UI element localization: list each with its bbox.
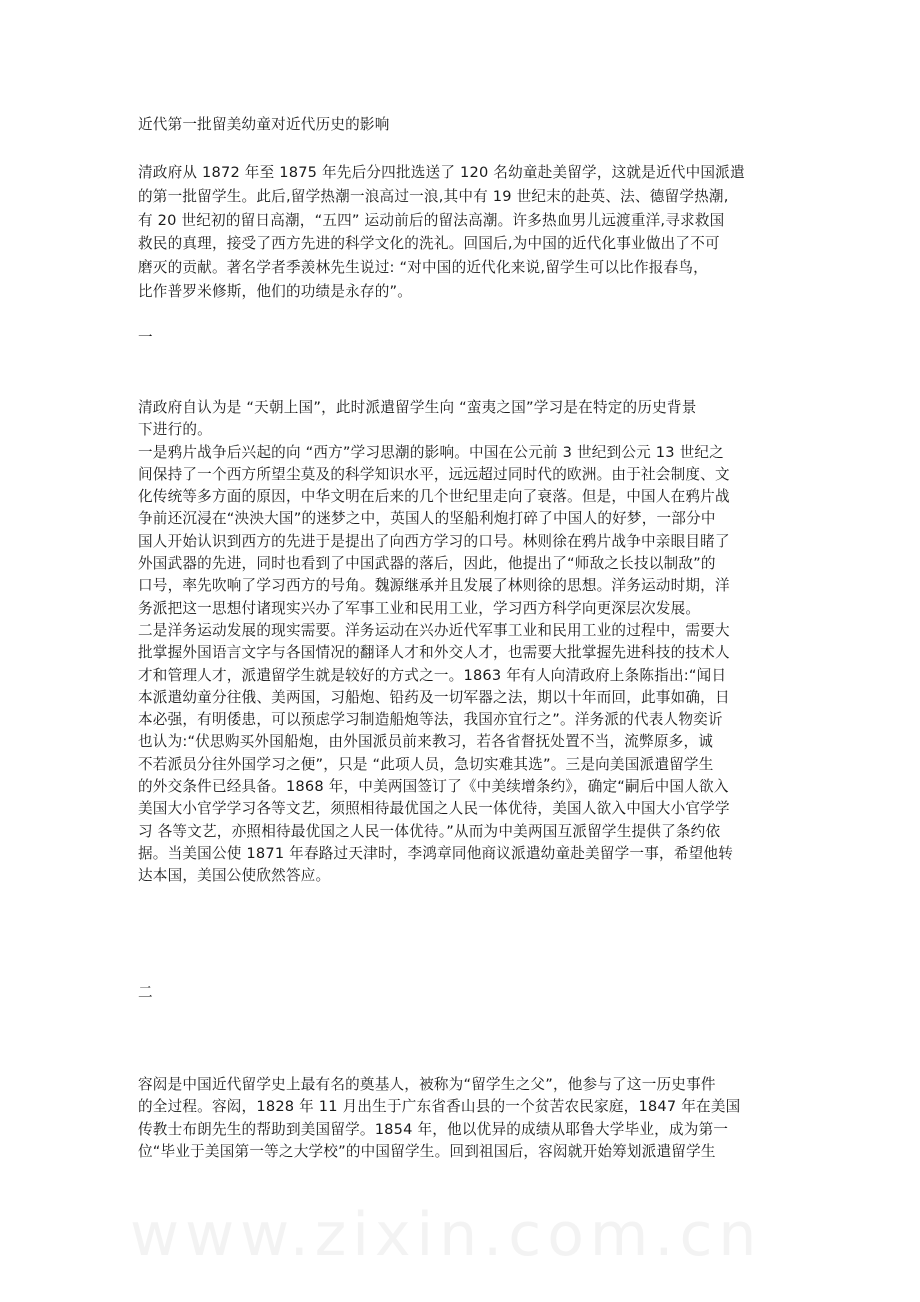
text-line: 的第一批留学生。此后,留学热潮一浪高过一浪,其中有 19 世纪末的赴英、法、德留学热潮, xyxy=(138,187,729,205)
text-line: 不若派员分往外国学习之便”，只是 “此项人员，急切实难其选”。三是向美国派遣留学生 xyxy=(138,755,714,773)
text-line: 间保持了一个西方所望尘莫及的科学知识水平，远远超过同时代的欧洲。由于社会制度、文 xyxy=(138,465,730,483)
text-line: 传教士布朗先生的帮助到美国留学。1854 年，他以优异的成绩从耶鲁大学毕业，成为第一 xyxy=(138,1120,729,1138)
text-line: 容闳是中国近代留学史上最有名的奠基人，被称为“留学生之父”，他参与了这一历史事件 xyxy=(138,1076,716,1093)
text-line: 达本国，美国公使欣然答应。 xyxy=(138,867,331,885)
text-line: 下进行的。 xyxy=(138,421,212,439)
text-line: 口号，率先吹响了学习西方的号角。魏源继承并且发展了林则徐的思想。洋务运动时期，洋 xyxy=(138,577,730,595)
section-1-heading xyxy=(138,327,788,349)
text-line: 国人开始认识到西方的先进于是提出了向西方学习的口号。林则徐在鸦片战争中亲眼目睹了 xyxy=(138,532,730,550)
text-line: 据。当美国公使 1871 年春路过天津时，李鸿章同他商议派遣幼童赴美留学一事，希望他转 xyxy=(138,844,733,862)
title-text: 近代第一批留美幼童对近代历史的影响 xyxy=(138,116,390,133)
document-title xyxy=(138,114,788,136)
heading-text: 二 xyxy=(138,984,153,1001)
heading-text: 一 xyxy=(138,329,153,346)
text-line: 有 20 世纪初的留日高潮，“五四” 运动前后的留法高潮。许多热血男儿远渡重洋,寻求救国 xyxy=(138,211,725,229)
text-line: 争前还沉浸在“泱泱大国”的迷梦之中，英国人的坚船利炮打碎了中国人的好梦，一部分中 xyxy=(138,510,716,528)
watermark: www.zixin.com.cn xyxy=(130,1200,763,1270)
text-line: 的全过程。容闳，1828 年 11 月出生于广东省香山县的一个贫苦农民家庭，1847 年在美国 xyxy=(138,1098,741,1116)
intro-paragraph xyxy=(138,161,788,304)
text-line: 位“毕业于美国第一等之大学校”的中国留学生。回到祖国后，容闳就开始筹划派遣留学生 xyxy=(138,1142,716,1160)
text-line: 磨灭的贡献。著名学者季羡林先生说过: “对中国的近代化来说,留学生可以比作报春鸟， xyxy=(138,259,708,277)
text-line: 外国武器的先进，同时也看到了中国武器的落后，因此，他提出了“师敌之长技以制敌”的 xyxy=(138,555,716,573)
section-2-heading xyxy=(138,982,788,1004)
section-1-body xyxy=(138,397,788,888)
text-line: 二是洋务运动发展的现实需要。洋务运动在兴办近代军事工业和民用工业的过程中，需要大 xyxy=(138,621,730,639)
text-line: 批掌握外国语言文字与各国情况的翻译人才和外交人才，也需要大批掌握先进科技的技术人 xyxy=(138,644,730,662)
text-line: 本派遣幼童分往俄、美两国，习船炮、铅药及一切军器之法，期以十年而回，此事如确，日 xyxy=(138,688,730,706)
text-line: 的外交条件已经具备。1868 年，中美两国签订了《中美续增条约》，确定“嗣后中国人欲入 xyxy=(138,778,729,796)
text-line: 清政府从 1872 年至 1875 年先后分四批选送了 120 名幼童赴美留学，这就是近代中国派遣 xyxy=(138,164,745,181)
text-line: 习 各等文艺，亦照相待最优国之人民一体优待。”从而为中美两国互派留学生提供了条约依 xyxy=(138,822,721,840)
text-line: 清政府自认为是 “天朝上国”，此时派遣留学生向 “蛮夷之国”学习是在特定的历史背景 xyxy=(138,399,697,416)
text-line: 也认为:“伏思购买外国船炮，由外国派员前来教习，若各省督抚处置不当，流弊原多，诚 xyxy=(138,733,714,751)
text-line: 美国大小官学学习各等文艺，须照相待最优国之人民一体优待，美国人欲入中国大小官学学 xyxy=(138,800,730,818)
text-line: 一是鸦片战争后兴起的向 “西方”学习思潮的影响。中国在公元前 3 世纪到公元 13 世纪之 xyxy=(138,443,724,461)
text-line: 救民的真理，接受了西方先进的科学文化的洗礼。回国后,为中国的近代化事业做出了不可 xyxy=(138,235,720,253)
text-line: 比作普罗米修斯，他们的功绩是永存的”。 xyxy=(138,282,413,300)
text-line: 才和管理人才，派遣留学生就是较好的方式之一。1863 年有人向清政府上条陈指出:“闻日 xyxy=(138,666,727,684)
text-line: 务派把这一思想付诸现实兴办了军事工业和民用工业，学习西方科学向更深层次发展。 xyxy=(138,599,701,617)
text-line: 化传统等多方面的原因，中华文明在后来的几个世纪里走向了衰落。但是，中国人在鸦片战 xyxy=(138,488,730,506)
section-2-body xyxy=(138,1074,788,1163)
text-line: 本必强，有明倭患，可以预虑学习制造船炮等法，我国亦宜行之”。洋务派的代表人物奕䜣 xyxy=(138,711,723,729)
